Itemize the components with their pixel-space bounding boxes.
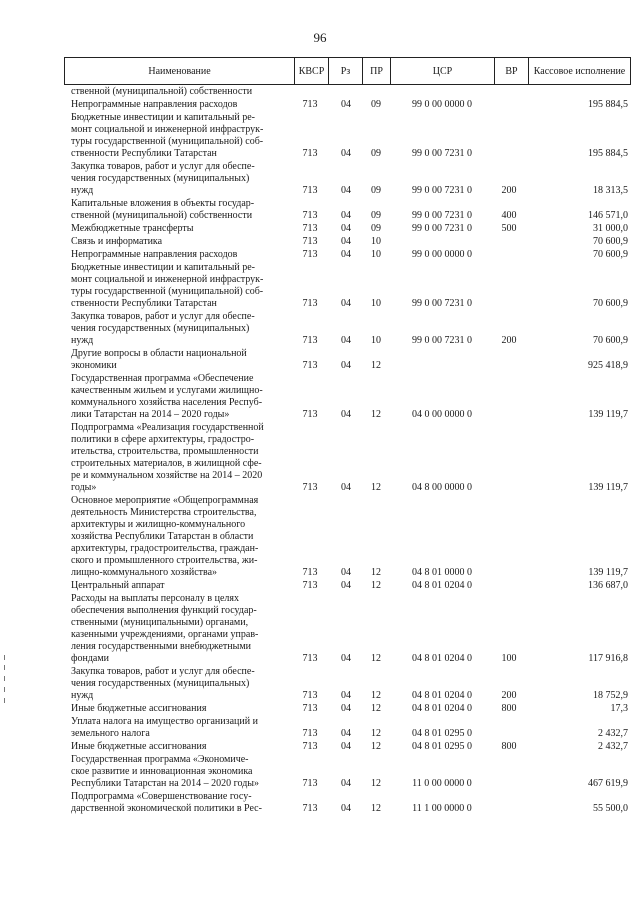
cell-pr: 12 xyxy=(371,690,381,701)
row-name-line: Межбюджетные трансферты xyxy=(71,223,194,234)
cell-csr: 04 8 01 0000 0 xyxy=(412,567,472,578)
cell-csr: 04 8 00 0000 0 xyxy=(412,482,472,493)
cell-amount: 139 119,7 xyxy=(588,567,628,578)
row-name xyxy=(71,580,283,592)
row-name-line: Закупка товаров, работ и услуг для обеспе- xyxy=(71,666,255,677)
row-name-line: качественным жильем и услугами жилищно- xyxy=(71,385,263,396)
row-name xyxy=(71,593,283,665)
cell-kvsr: 713 xyxy=(302,236,318,247)
cell-pr: 12 xyxy=(371,482,381,493)
table-row xyxy=(0,161,640,197)
row-name-line: чения государственных (муниципальных) xyxy=(71,678,250,689)
row-name-line: Непрограммные направления расходов xyxy=(71,249,238,260)
cell-pr: 09 xyxy=(371,185,381,196)
cell-kvsr: 713 xyxy=(302,482,318,493)
cell-amount: 925 418,9 xyxy=(588,360,628,371)
cell-csr: 99 0 00 0000 0 xyxy=(412,99,472,110)
row-name-line: деятельность Министерства строительства, xyxy=(71,507,257,518)
row-name xyxy=(71,666,283,702)
row-name-line: чения государственных (муниципальных) xyxy=(71,173,250,184)
row-name xyxy=(71,373,283,421)
row-name-line: нужд xyxy=(71,335,94,346)
row-name-line: ственной (муниципальной) собственности xyxy=(71,86,253,97)
row-name-line: лики Татарстан на 2014 – 2020 годы» xyxy=(71,409,230,420)
cell-kvsr: 713 xyxy=(302,653,318,664)
row-name-line: земельного налога xyxy=(71,728,150,739)
cell-pr: 12 xyxy=(371,567,381,578)
row-name-line: ственности Республики Татарстан xyxy=(71,148,217,159)
row-name-line: Связь и информатика xyxy=(71,236,163,247)
cell-amount: 70 600,9 xyxy=(593,335,628,346)
cell-amount: 18 752,9 xyxy=(593,690,628,701)
row-name xyxy=(71,161,283,197)
row-name xyxy=(71,236,283,248)
cell-kvsr: 713 xyxy=(302,185,318,196)
cell-pr: 12 xyxy=(371,653,381,664)
row-name-line: нужд xyxy=(71,690,94,701)
cell-kvsr: 713 xyxy=(302,148,318,159)
row-name-line: Подпрограмма «Реализация государственной xyxy=(71,422,264,433)
cell-amount: 136 687,0 xyxy=(588,580,628,591)
cell-rz: 04 xyxy=(341,728,351,739)
table-row xyxy=(0,198,640,222)
cell-pr: 09 xyxy=(371,223,381,234)
column-header-kvsr: КВСР xyxy=(295,58,329,84)
row-name-line: Государственная программа «Экономиче- xyxy=(71,754,249,765)
table-row xyxy=(0,311,640,347)
row-name-line: годы» xyxy=(71,482,97,493)
cell-csr: 99 0 00 7231 0 xyxy=(412,335,472,346)
cell-pr: 12 xyxy=(371,703,381,714)
row-name-line: Бюджетные инвестиции и капитальный ре- xyxy=(71,112,255,123)
row-name-line: строительных материалов, в жилищной сфе- xyxy=(71,458,262,469)
table-row xyxy=(0,99,640,111)
row-name-line: ре и коммунальном хозяйстве на 2014 – 2020 xyxy=(71,470,263,481)
cell-vr: 800 xyxy=(501,703,517,714)
cell-pr: 09 xyxy=(371,99,381,110)
cell-rz: 04 xyxy=(341,99,351,110)
row-name xyxy=(71,703,283,715)
cell-amount: 2 432,7 xyxy=(598,741,628,752)
row-name-line: ского и промышленного строительства, жи- xyxy=(71,555,258,566)
cell-rz: 04 xyxy=(341,249,351,260)
cell-amount: 70 600,9 xyxy=(593,249,628,260)
cell-amount: 70 600,9 xyxy=(593,298,628,309)
cell-rz: 04 xyxy=(341,741,351,752)
cell-vr: 200 xyxy=(501,690,517,701)
cell-kvsr: 713 xyxy=(302,409,318,420)
cell-kvsr: 713 xyxy=(302,778,318,789)
row-name xyxy=(71,262,283,310)
cell-pr: 12 xyxy=(371,728,381,739)
row-name-line: Расходы на выплаты персоналу в целях xyxy=(71,593,239,604)
row-name xyxy=(71,86,283,98)
cell-csr: 04 0 00 0000 0 xyxy=(412,409,472,420)
table-row xyxy=(0,580,640,592)
cell-kvsr: 713 xyxy=(302,728,318,739)
table-row xyxy=(0,593,640,665)
row-name xyxy=(71,223,283,235)
row-name-line: Капитальные вложения в объекты государ- xyxy=(71,198,255,209)
cell-pr: 12 xyxy=(371,778,381,789)
table-row xyxy=(0,703,640,715)
cell-rz: 04 xyxy=(341,210,351,221)
cell-kvsr: 713 xyxy=(302,210,318,221)
cell-kvsr: 713 xyxy=(302,99,318,110)
cell-amount: 146 571,0 xyxy=(588,210,628,221)
row-name-line: Закупка товаров, работ и услуг для обеспе- xyxy=(71,311,255,322)
cell-kvsr: 713 xyxy=(302,335,318,346)
row-name-line: Государственная программа «Обеспечение xyxy=(71,373,254,384)
cell-pr: 09 xyxy=(371,210,381,221)
cell-rz: 04 xyxy=(341,236,351,247)
row-name xyxy=(71,198,283,222)
row-name-line: казенными учреждениями, органами управ- xyxy=(71,629,259,640)
row-name-line: Бюджетные инвестиции и капитальный ре- xyxy=(71,262,255,273)
row-name-line: монт социальной и инженерной инфраструк- xyxy=(71,274,264,285)
row-name-line: Непрограммные направления расходов xyxy=(71,99,238,110)
cell-amount: 70 600,9 xyxy=(593,236,628,247)
row-name-line: ительства, строительства, промышленности xyxy=(71,446,259,457)
cell-rz: 04 xyxy=(341,803,351,814)
row-name xyxy=(71,99,283,111)
cell-rz: 04 xyxy=(341,778,351,789)
table-row xyxy=(0,236,640,248)
row-name-line: туры государственной (муниципальной) соб- xyxy=(71,136,264,147)
cell-rz: 04 xyxy=(341,360,351,371)
cell-pr: 10 xyxy=(371,298,381,309)
row-name-line: обеспечения выполнения функций государ- xyxy=(71,605,257,616)
cell-pr: 10 xyxy=(371,335,381,346)
cell-rz: 04 xyxy=(341,567,351,578)
cell-csr: 04 8 01 0204 0 xyxy=(412,690,472,701)
column-header-csr: ЦСР xyxy=(391,58,495,84)
cell-vr: 100 xyxy=(501,653,517,664)
row-name xyxy=(71,348,283,372)
row-name-line: Закупка товаров, работ и услуг для обеспе- xyxy=(71,161,255,172)
table-row xyxy=(0,495,640,579)
table-row xyxy=(0,791,640,815)
row-name-line: нужд xyxy=(71,185,94,196)
row-name-line: Другие вопросы в области национальной xyxy=(71,348,247,359)
cell-amount: 18 313,5 xyxy=(593,185,628,196)
column-header-name: Наименование xyxy=(65,58,295,84)
cell-amount: 2 432,7 xyxy=(598,728,628,739)
row-name-line: экономики xyxy=(71,360,117,371)
cell-vr: 800 xyxy=(501,741,517,752)
cell-kvsr: 713 xyxy=(302,298,318,309)
cell-amount: 31 000,0 xyxy=(593,223,628,234)
cell-amount: 467 619,9 xyxy=(588,778,628,789)
row-name-line: Иные бюджетные ассигнования xyxy=(71,741,207,752)
cell-pr: 12 xyxy=(371,803,381,814)
row-name-line: фондами xyxy=(71,653,110,664)
row-name-line: Центральный аппарат xyxy=(71,580,165,591)
cell-rz: 04 xyxy=(341,653,351,664)
cell-kvsr: 713 xyxy=(302,223,318,234)
row-name-line: Республики Татарстан на 2014 – 2020 годы» xyxy=(71,778,260,789)
row-name-line: монт социальной и инженерной инфраструк- xyxy=(71,124,264,135)
cell-kvsr: 713 xyxy=(302,803,318,814)
row-name xyxy=(71,112,283,160)
cell-rz: 04 xyxy=(341,580,351,591)
row-name xyxy=(71,754,283,790)
cell-amount: 195 884,5 xyxy=(588,148,628,159)
row-name xyxy=(71,716,283,740)
table-row xyxy=(0,262,640,310)
column-header-pr: ПР xyxy=(363,58,391,84)
cell-rz: 04 xyxy=(341,148,351,159)
row-name-line: ственными (муниципальными) органами, xyxy=(71,617,249,628)
cell-amount: 117 916,8 xyxy=(588,653,628,664)
cell-rz: 04 xyxy=(341,223,351,234)
cell-kvsr: 713 xyxy=(302,360,318,371)
cell-kvsr: 713 xyxy=(302,580,318,591)
row-name xyxy=(71,422,283,494)
row-name-line: архитектуры и жилищно-коммунального xyxy=(71,519,246,530)
cell-kvsr: 713 xyxy=(302,741,318,752)
table-row xyxy=(0,422,640,494)
cell-csr: 11 0 00 0000 0 xyxy=(412,778,472,789)
cell-rz: 04 xyxy=(341,335,351,346)
row-name-line: лищно-коммунального хозяйства» xyxy=(71,567,218,578)
row-name-line: туры государственной (муниципальной) соб- xyxy=(71,286,264,297)
cell-kvsr: 713 xyxy=(302,567,318,578)
cell-kvsr: 713 xyxy=(302,690,318,701)
cell-amount: 139 119,7 xyxy=(588,409,628,420)
row-name-line: хозяйства Республики Татарстан в области xyxy=(71,531,254,542)
cell-amount: 17,3 xyxy=(610,703,628,714)
row-name-line: Иные бюджетные ассигнования xyxy=(71,703,207,714)
cell-csr: 04 8 01 0295 0 xyxy=(412,741,472,752)
cell-rz: 04 xyxy=(341,298,351,309)
table-row xyxy=(0,223,640,235)
row-name xyxy=(71,249,283,261)
cell-csr: 04 8 01 0295 0 xyxy=(412,728,472,739)
table-row xyxy=(0,249,640,261)
row-name xyxy=(71,495,283,579)
cell-amount: 139 119,7 xyxy=(588,482,628,493)
row-name-line: Подпрограмма «Совершенствование госу- xyxy=(71,791,252,802)
table-header xyxy=(64,57,631,85)
cell-pr: 12 xyxy=(371,741,381,752)
cell-csr: 99 0 00 7231 0 xyxy=(412,148,472,159)
table-row xyxy=(0,716,640,740)
row-name-line: чения государственных (муниципальных) xyxy=(71,323,250,334)
cell-rz: 04 xyxy=(341,482,351,493)
row-name-line: политики в сфере архитектуры, градостро- xyxy=(71,434,255,445)
cell-csr: 04 8 01 0204 0 xyxy=(412,580,472,591)
cell-pr: 10 xyxy=(371,236,381,247)
row-name-line: архитектуры, градостроительства, граждан- xyxy=(71,543,259,554)
cell-pr: 10 xyxy=(371,249,381,260)
row-name xyxy=(71,791,283,815)
cell-rz: 04 xyxy=(341,703,351,714)
cell-kvsr: 713 xyxy=(302,249,318,260)
cell-rz: 04 xyxy=(341,409,351,420)
cell-csr: 99 0 00 7231 0 xyxy=(412,210,472,221)
column-header-amount: Кассовое исполнение xyxy=(533,65,626,77)
cell-csr: 99 0 00 0000 0 xyxy=(412,249,472,260)
row-name xyxy=(71,311,283,347)
cell-csr: 04 8 01 0204 0 xyxy=(412,653,472,664)
cell-rz: 04 xyxy=(341,690,351,701)
row-name-line: коммунального хозяйства населения Респуб- xyxy=(71,397,263,408)
table-row xyxy=(0,373,640,421)
cell-amount: 55 500,0 xyxy=(593,803,628,814)
table-row xyxy=(0,112,640,160)
cell-pr: 09 xyxy=(371,148,381,159)
table-row xyxy=(0,754,640,790)
cell-csr: 04 8 01 0204 0 xyxy=(412,703,472,714)
row-name-line: дарственной экономической политики в Рес- xyxy=(71,803,262,814)
cell-csr: 99 0 00 7231 0 xyxy=(412,185,472,196)
cell-vr: 400 xyxy=(501,210,517,221)
cell-pr: 12 xyxy=(371,360,381,371)
table-row xyxy=(0,86,640,98)
cell-csr: 99 0 00 7231 0 xyxy=(412,223,472,234)
table-row xyxy=(0,666,640,702)
row-name-line: ления государственными внебюджетными xyxy=(71,641,252,652)
row-name-line: ское развитие и инновационная экономика xyxy=(71,766,253,777)
column-header-vr: ВР xyxy=(495,58,529,84)
cell-vr: 200 xyxy=(501,335,517,346)
row-name-line: ственной (муниципальной) собственности xyxy=(71,210,253,221)
cell-csr: 11 1 00 0000 0 xyxy=(412,803,472,814)
row-name-line: Основное мероприятие «Общепрограммная xyxy=(71,495,259,506)
row-name xyxy=(71,741,283,753)
cell-kvsr: 713 xyxy=(302,703,318,714)
cell-pr: 12 xyxy=(371,580,381,591)
table-row xyxy=(0,741,640,753)
row-name-line: ственности Республики Татарстан xyxy=(71,298,217,309)
cell-csr: 99 0 00 7231 0 xyxy=(412,298,472,309)
cell-vr: 200 xyxy=(501,185,517,196)
table-row xyxy=(0,348,640,372)
cell-vr: 500 xyxy=(501,223,517,234)
column-header-rz: Рз xyxy=(329,58,363,84)
cell-pr: 12 xyxy=(371,409,381,420)
cell-amount: 195 884,5 xyxy=(588,99,628,110)
cell-rz: 04 xyxy=(341,185,351,196)
row-name-line: Уплата налога на имущество организаций и xyxy=(71,716,258,727)
page-number: 96 xyxy=(313,30,327,45)
